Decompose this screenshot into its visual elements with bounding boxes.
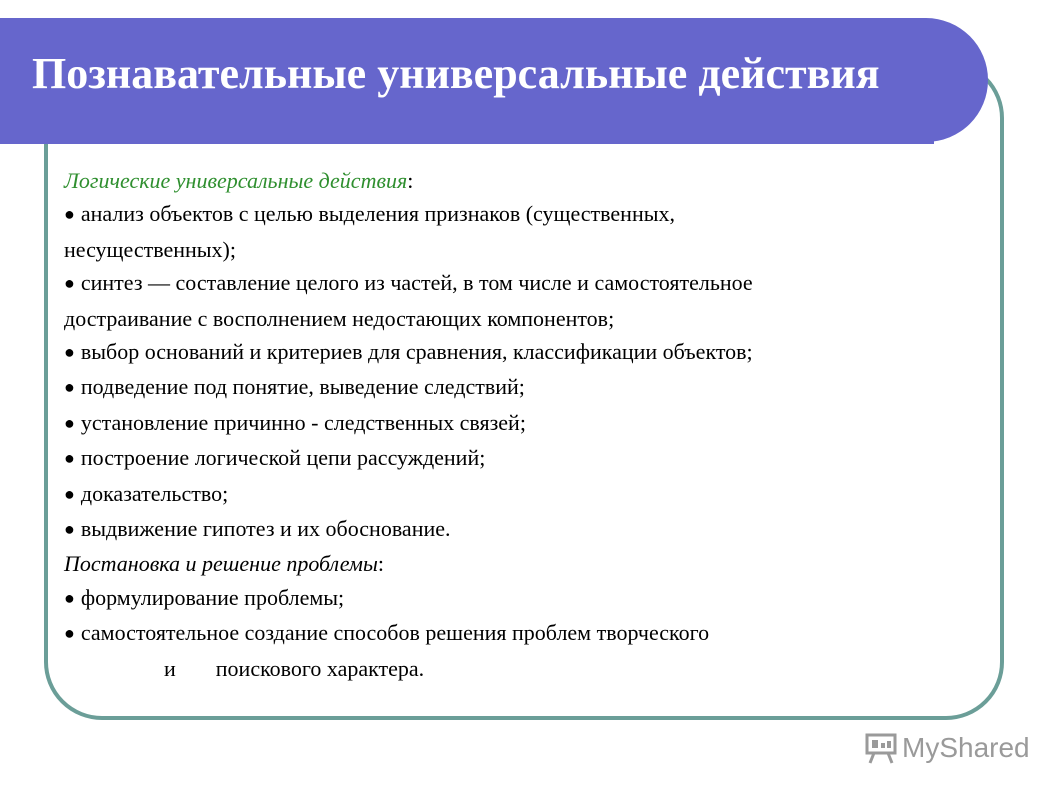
bullet-icon: ● xyxy=(64,273,75,294)
list-item: ● установление причинно - следственных связей; xyxy=(64,409,526,435)
chalkboard-icon xyxy=(864,731,898,765)
list-item: ● выдвижение гипотез и их обоснование. xyxy=(64,516,451,542)
list-item: ● доказательство; xyxy=(64,480,229,506)
list-item: ● построение логической цепи рассуждений; xyxy=(64,445,486,471)
bullet-icon: ● xyxy=(64,448,75,469)
list-item: ● самостоятельное создание способов решения проблем творческого xyxy=(64,620,710,646)
bullet-icon: ● xyxy=(64,204,75,225)
list-item-continuation: достраивание с восполнением недостающих компонентов; xyxy=(64,305,615,331)
bullet-icon: ● xyxy=(64,342,75,363)
section-heading-problem: Постановка и решение проблемы: xyxy=(64,551,384,577)
list-item: ● подведение под понятие, выведение следствий; xyxy=(64,374,525,400)
slide-content xyxy=(64,164,1004,685)
list-item: ● синтез — составление целого из частей, в том числе и самостоятельное xyxy=(64,270,753,296)
myshared-logo xyxy=(864,728,1030,768)
bullet-icon: ● xyxy=(64,623,75,644)
slide-title: Познавательные универсальные действия xyxy=(32,49,880,98)
bullet-icon: ● xyxy=(64,587,75,608)
list-item: ● формулирование проблемы; xyxy=(64,584,345,610)
bullet-icon: ● xyxy=(64,412,75,433)
bullet-icon: ● xyxy=(64,519,75,540)
list-item-continuation: и поискового характера. xyxy=(164,655,425,681)
list-item: ● анализ объектов с целью выделения признаков (существенных, xyxy=(64,201,676,227)
logo-text: MyShared xyxy=(902,732,1030,763)
list-item-continuation: несущественных); xyxy=(64,236,236,262)
section-heading-logical: Логические универсальные действия: xyxy=(64,168,414,193)
bullet-icon: ● xyxy=(64,483,75,504)
list-item: ● выбор оснований и критериев для сравнения, классификации объектов; xyxy=(64,339,753,365)
title-underline xyxy=(0,140,934,144)
bullet-icon: ● xyxy=(64,377,75,398)
